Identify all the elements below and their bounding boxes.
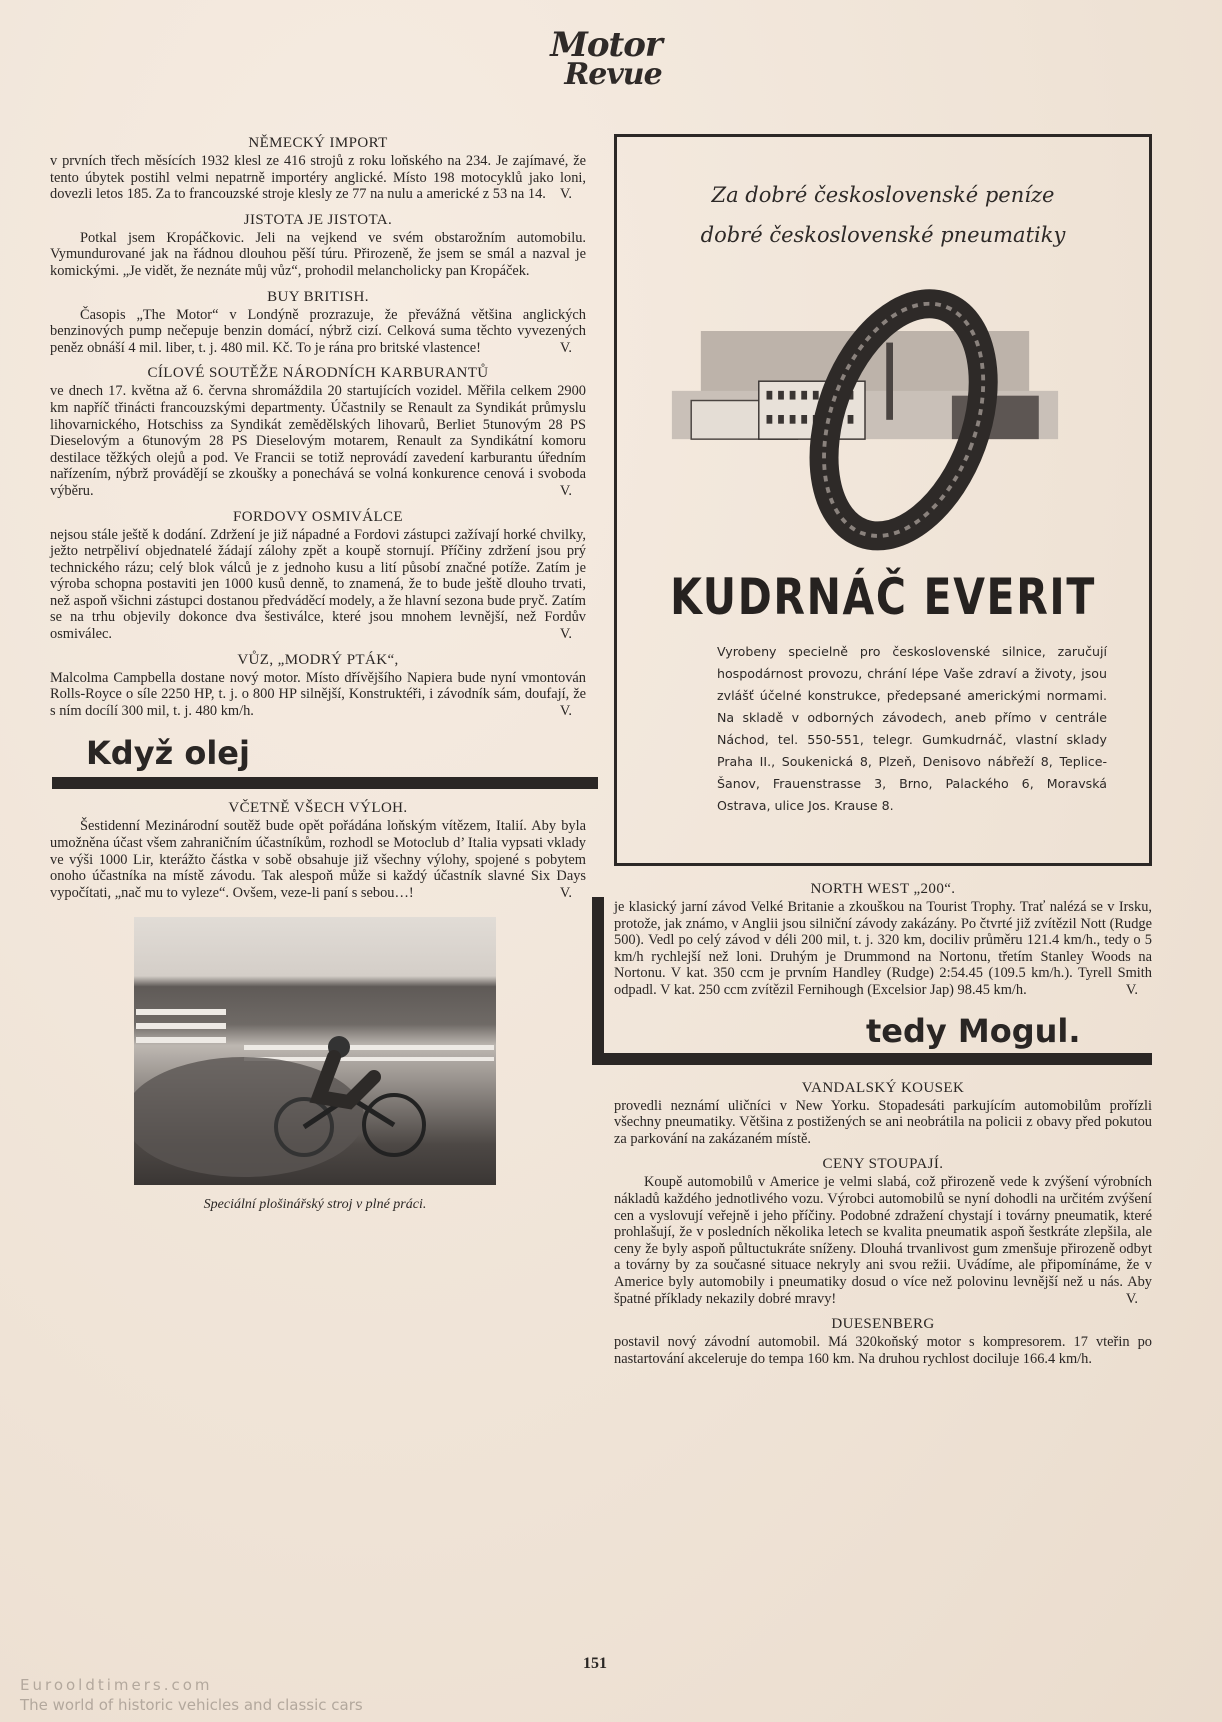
photo-block — [134, 917, 496, 1214]
author-signature: V. — [559, 626, 572, 643]
banner-bar-vertical — [592, 897, 604, 1065]
article-title: JISTOTA JE JISTOTA. — [243, 211, 393, 228]
oil-banner-right — [614, 1007, 1152, 1067]
page-number: 151 — [583, 1655, 607, 1672]
author-signature: V. — [1125, 981, 1138, 998]
photo-rider-body — [319, 1057, 374, 1102]
article-duesenberg — [614, 1315, 1152, 1367]
photo-scene — [134, 917, 496, 1185]
article-modry-ptak — [50, 651, 586, 720]
article-title: BUY BRITISH. — [267, 288, 369, 305]
banner-kdyz-olej: Když olej — [86, 734, 250, 773]
watermark-tagline: The world of historic vehicles and classic cars — [20, 1696, 363, 1714]
ad-slogan-line-1: Za dobré československé peníze — [711, 183, 1055, 207]
author-signature: V. — [1125, 1290, 1138, 1307]
tire-advertisement — [614, 134, 1152, 866]
author-signature: V. — [559, 702, 572, 719]
watermark-site: Eurooldtimers.com — [20, 1676, 213, 1694]
photo-fence — [136, 1009, 494, 1061]
ad-slogan — [617, 175, 1149, 255]
article-vcetne-vsech-vyloh — [50, 799, 586, 901]
article-title: VANDALSKÝ KOUSEK — [801, 1079, 965, 1096]
article-body: postavil nový závodní automobil. Má 320koňský motor s kompresorem. 17 vteřin po nastartování akceleruje do tempa 160 km. Na druhou rychlost dociluje 166.4 km/h. — [614, 1334, 1152, 1367]
article-body: v prvních třech měsících 1932 klesl ze 416 strojů z roku loňského na 234. Je zajímavé, že tento úbytek postihl velmi nepatrně importéry anglické. Místo 198 motocyklů jako loni, dovezli letos 185. Za to francouzské stroje klesly ze 77 na nulu a americké z 53 na 14. V. — [50, 153, 586, 203]
ad-brand-name: KUDRNÁČ EVERIT — [670, 568, 1096, 626]
page-footer — [0, 1650, 1222, 1719]
factory-chimney — [886, 343, 893, 420]
article-title: NĚMECKÝ IMPORT — [248, 135, 388, 151]
article-buy-british — [50, 288, 586, 357]
article-title: VČETNĚ VŠECH VÝLOH. — [228, 800, 408, 817]
article-title: VŮZ, „MODRÝ PTÁK“, — [237, 651, 399, 668]
oil-banner-left — [50, 727, 586, 789]
article-title: CENY STOUPAJÍ. — [822, 1156, 944, 1173]
author-signature: V. — [559, 186, 572, 203]
logo-line-revue: Revue — [564, 57, 662, 92]
magazine-logo — [536, 25, 676, 92]
article-ceny-stoupaji — [614, 1155, 1152, 1307]
article-title: NORTH WEST „200“. — [810, 881, 956, 897]
right-column — [614, 134, 1152, 1375]
author-signature: V. — [559, 482, 572, 499]
article-body: Koupě automobilů v Americe je velmi slabá, což přirozeně vede k zvýšení výrobních nákladů každého jednotlivého vozu. Výrobci automobilů se nyní dohodli na určitém zvýšení cen a vyslovují veřejně i jeho příčiny. Podobné zdražení chystají i továrny pneumatik, které prohlašují, že v posledních několika letech se kvalita pneumatik aspoň šestkráte zlepšila, ale ceny že byly aspoň půltuctukráte sníženy. Dlouhá trvanlivost gum zmenšuje přirozeně odbyt a továrny by za současné situace nekryly ani svou režii. Uvádíme, ale připomínáme, že v Americe byly automobily i pneumatiky dosud o více než polovinu levnější než u nás. Aby špatné příklady nekazily dobré mravy! V. — [614, 1174, 1152, 1307]
article-body: Potkal jsem Kropáčkovic. Jeli na vejkend ve svém obstarožním automobilu. Vymundurované jak na řádnou dlouhou pěší túru. Přirozeně, že jsem se smál a nazval je komickými. „Je vidět, že neznáte můj vůz“, prohodil melancholicky pan Kropáček. — [50, 229, 586, 279]
article-title: CÍLOVÉ SOUTĚŽE NÁRODNÍCH KARBURANTŮ — [147, 365, 489, 382]
author-signature: V. — [559, 884, 572, 901]
article-jistota — [50, 211, 586, 280]
banner-bar-left — [52, 777, 598, 789]
article-body: Šestidenní Mezinárodní soutěž bude opět pořádána loňským vítězem, Italií. Aby byla umožněna účast všem zahraničním účastníkům, rozhodl se Motoclub d’ Italia vypsati vklady ve výši 1000 Lir, kterážto částka v sobě obsahuje již všechny výlohy, spojené s pobytem onoho účastníka na místě závodu. Tak alespoň může si každý účastník slavné Six Days vypočítati, „nač mu to vyleze“. Ovšem, veze-li paní s sebou…! V. — [50, 818, 586, 901]
article-vandalsky-kousek — [614, 1079, 1152, 1148]
article-title: DUESENBERG — [831, 1316, 935, 1333]
article-body: Časopis „The Motor“ v Londýně prozrazuje, že převážná většina anglických benzinových pump nečepuje benzin domácí, nýbrž cizí. Celková suma těchto vyvezených peněz obnáší 4 mil. liber, t. j. 480 mil. Kč. To je rána pro britské vlastence! V. — [50, 306, 586, 356]
motorcycle-speedway-photo — [134, 917, 496, 1185]
left-column — [50, 134, 586, 1214]
article-body: ve dnech 17. května až 6. června shromáždila 20 startujících vozidel. Měřila celkem 2900 km napříč třinácti francouzskými departmenty. Účastnily se Renault za Syndikát průmyslu lihovarnického, Hotschiss za Syndikát zemědělských lihovarů, Berliet 5tunovým 28 PS Dieselovým a 6tunovým 28 PS Dieselovým motarem, Renault za Syndikátní komoru destilace těžkých olejů a pod. Ve Francii se totiž neprovádí zavedení karburantu úředním nařízením, nýbrž provádějí se zkoušky a ponechává se volná konkurence cenová i svoboda výběru. V. — [50, 383, 586, 499]
article-cilove-souteze — [50, 364, 586, 499]
article-body: provedli neznámí uličníci v New Yorku. Stopadesáti parkujícím automobilům prořízli všechny pneumatiky. Většina z postižených se ani neobrátila na policii z obavy před pokutou za parkování na zakázaném místě. — [614, 1097, 1152, 1147]
banner-tedy-mogul: tedy Mogul. — [866, 1011, 1081, 1050]
article-body: je klasický jarní závod Velké Britanie a zkouškou na Tourist Trophy. Trať nalézá se v Irsku, protože, jak známo, v Anglii jsou silniční závody zakázány. Po čtvrté již zvítězil Nott (Rudge 500). Vedl po celý závod v déli 200 mil, t. j. 320 km, dociliv průměru 121.4 km/h., tedy o 5 km/h rychlejší než loni. Druhým je Drummond na Nortonu, třetím Stanley Woods na Nortonu. V kat. 350 ccm je prvním Handley (Rudge) 2:54.45 (109.5 km/h.). Tyrell Smith odpadl. V kat. 250 ccm zvítězil Fernihough (Excelsior Jap) 98.45 km/h. V. — [614, 899, 1152, 998]
article-north-west-200 — [614, 880, 1152, 999]
banner-bar-right — [604, 1053, 1152, 1065]
tire-factory-illustration — [655, 275, 1075, 555]
logo-line-motor: Motor — [550, 25, 662, 65]
article-title: FORDOVY OSMIVÁLCE — [232, 508, 403, 525]
article-fordovy-osmivalce — [50, 508, 586, 643]
article-body: Malcolma Campbella dostane nový motor. Místo dřívějšího Napiera bude nyní vmontován Rolls-Royce o síle 2250 HP, t. j. o 800 HP silnější, Konstruktéři, i závodník sám, doufají, že s ním docílí 300 mil, t. j. 480 km/h. V. — [50, 669, 586, 719]
article-nemecky-import — [50, 134, 586, 203]
author-signature: V. — [559, 339, 572, 356]
ad-description: Vyrobeny specielně pro československé silnice, zaručují hospodárnost provozu, chrání lépe Vaše zdraví a životy, jsou zvlášť účelné konstrukce, předepsané americkými normami. Na skladě v odborných závodech, aneb přímo v centrále Náchod, tel. 550-551, telegr. Gumkudrnáč, vlastní sklady Praha II., Soukenická 8, Plzeň, Denisovo nábřeží 8, Teplice-Šanov, Frauenstrasse 3, Brno, Palackého 6, Moravská Ostrava, ulice Jos. Krause 8. — [717, 644, 1107, 813]
article-body: nejsou stále ještě k dodání. Zdržení je již nápadné a Fordovi zástupci zažívají horké chvilky, ježto netrpěliví objednatelé žádají zálohy zpět a koupě stornují. Příčiny zdržení jsou prý technického rázu; celý blok válců je z jednoho kusu a lití působí značné potíže. Zatím je výroba schopna postaviti jen 1000 kusů denně, to znamená, že to bude ještě dlouho trvati, než aspoň všichni zástupci dostanou předváděcí modely, a že hlavní sezona bude pryč. Zatím se na trhu objevily dokonce dva šestiválce, které jsou mnohem levnější, než Fordův osmiválec. V. — [50, 526, 586, 643]
photo-caption: Speciální plošinářský stroj v plné práci. — [203, 1197, 427, 1213]
ad-slogan-line-2: dobré československé pneumatiky — [700, 223, 1066, 247]
